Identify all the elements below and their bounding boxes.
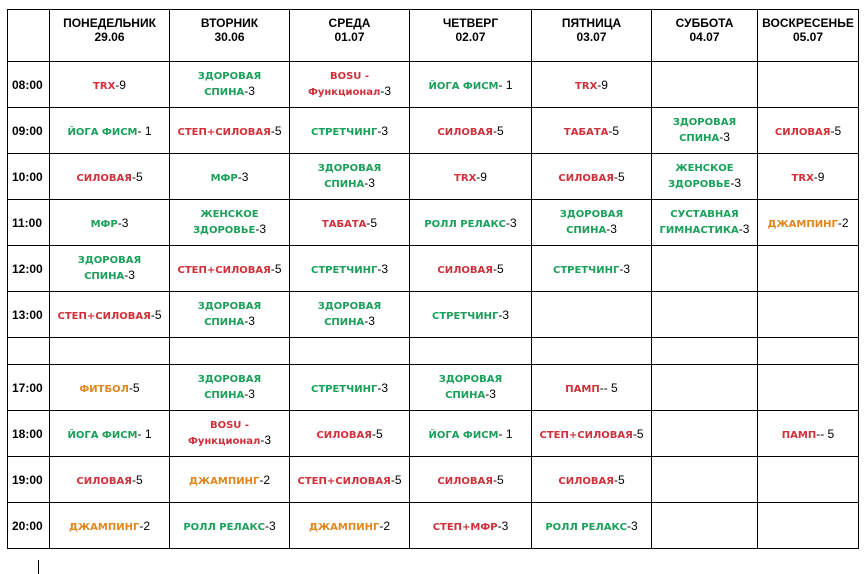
empty-cell xyxy=(652,411,758,457)
class-name: ЖЕНСКОЕ xyxy=(200,209,259,220)
class-entry xyxy=(575,78,608,94)
class-cell xyxy=(532,365,652,411)
class-entry xyxy=(67,124,151,140)
class-count: -3 xyxy=(377,380,388,395)
class-name: ЗДОРОВАЯ СПИНА xyxy=(317,163,382,190)
class-count: -3 xyxy=(498,307,509,322)
corner-cell xyxy=(8,10,50,62)
day-date: 29.06 xyxy=(94,30,125,44)
class-count: -3 xyxy=(380,84,392,98)
class-count: -3 xyxy=(606,222,617,236)
class-entry xyxy=(172,299,287,330)
class-count: -9 xyxy=(813,169,825,184)
class-entry xyxy=(67,427,151,443)
class-entry xyxy=(189,473,270,489)
class-count: -5 xyxy=(390,472,402,487)
class-count: -3 xyxy=(730,176,742,190)
class-name: ЗДОРОВЬЕ xyxy=(192,225,256,236)
empty-cell xyxy=(758,62,859,108)
class-name: ЗДОРОВЬЕ xyxy=(667,179,731,190)
class-name: СТРЕТЧИНГ xyxy=(310,264,378,276)
class-entry xyxy=(298,473,402,489)
class-name: ГИМНАСТИКА xyxy=(659,225,739,236)
class-entry xyxy=(437,124,503,140)
class-name: СИЛОВАЯ xyxy=(558,172,614,184)
class-name: TRX xyxy=(791,172,814,184)
class-name: СТРЕТЧИНГ xyxy=(431,310,499,322)
class-name: СУСТАВНАЯ xyxy=(670,209,739,220)
class-cell xyxy=(410,411,532,457)
class-cell xyxy=(758,200,859,246)
class-name: СИЛОВАЯ xyxy=(437,264,493,276)
day-date: 01.07 xyxy=(334,30,365,44)
class-count: -5 xyxy=(608,123,620,138)
class-name: ДЖАМПИНГ xyxy=(189,475,260,487)
time-row xyxy=(8,411,859,457)
class-count: -3 xyxy=(377,261,388,276)
class-entry xyxy=(454,170,487,186)
class-cell xyxy=(50,62,170,108)
class-cell xyxy=(170,246,290,292)
class-entry xyxy=(437,262,503,278)
day-header xyxy=(410,10,532,62)
day-date: 03.07 xyxy=(576,30,607,44)
time-cell xyxy=(8,338,50,365)
class-entry xyxy=(316,427,382,443)
class-entry xyxy=(792,170,825,186)
class-cell xyxy=(652,108,758,154)
class-name: РОЛЛ РЕЛАКС xyxy=(183,521,265,533)
class-name: ТАБАТА xyxy=(563,126,609,138)
time-row xyxy=(8,457,859,503)
class-count: - 1 xyxy=(137,426,152,441)
class-name: СТЕП+СИЛОВАЯ xyxy=(297,475,391,487)
class-cell xyxy=(410,503,532,549)
class-count: -- 5 xyxy=(816,426,835,441)
class-entry xyxy=(564,124,619,140)
day-name: ВОСКРЕСЕНЬЕ xyxy=(762,16,854,30)
class-entry xyxy=(673,115,736,146)
class-count: -3 xyxy=(244,387,255,401)
time-cell: 09:00 xyxy=(8,108,50,154)
class-cell xyxy=(532,154,652,200)
class-entry xyxy=(91,216,129,232)
class-count: -3 xyxy=(485,387,496,401)
class-count: -3 xyxy=(244,84,255,98)
class-count: -9 xyxy=(115,77,126,92)
class-name: ЖЕНСКОЕ xyxy=(675,163,734,174)
class-name: МФР xyxy=(90,218,118,230)
empty-cell xyxy=(652,338,758,365)
time-cell: 11:00 xyxy=(8,200,50,246)
class-entry xyxy=(782,427,834,443)
class-count: -5 xyxy=(131,169,143,184)
class-entry xyxy=(437,473,503,489)
class-entry xyxy=(540,427,644,443)
class-cell xyxy=(170,292,290,338)
empty-cell xyxy=(652,292,758,338)
class-name: СПИНА xyxy=(679,133,720,144)
class-name: ТАБАТА xyxy=(321,218,367,230)
class-cell xyxy=(532,246,652,292)
day-name: СУББОТА xyxy=(675,16,734,30)
class-name: ДЖАМПИНГ xyxy=(69,521,140,533)
class-cell xyxy=(532,503,652,549)
class-cell xyxy=(290,411,410,457)
day-date: 05.07 xyxy=(792,30,824,44)
class-count: -3 xyxy=(260,433,272,447)
time-row xyxy=(8,200,859,246)
class-entry xyxy=(52,253,167,284)
empty-cell xyxy=(652,62,758,108)
page-corner-mark xyxy=(38,560,39,574)
empty-cell xyxy=(532,292,652,338)
class-entry xyxy=(412,372,529,403)
class-cell xyxy=(758,108,859,154)
day-date: 30.06 xyxy=(214,30,245,44)
class-cell xyxy=(290,246,410,292)
empty-cell xyxy=(652,246,758,292)
class-entry xyxy=(424,216,516,232)
class-cell xyxy=(410,108,532,154)
class-count: -5 xyxy=(492,123,504,138)
class-count: -5 xyxy=(613,169,625,184)
class-name: СТЕП+МФР xyxy=(432,521,498,533)
class-entry xyxy=(311,381,388,397)
class-count: -5 xyxy=(492,261,504,276)
class-entry xyxy=(93,78,126,94)
class-name: СИЛОВАЯ xyxy=(76,172,132,184)
class-count: -2 xyxy=(139,518,150,533)
class-count: -3 xyxy=(117,215,129,230)
class-cell xyxy=(170,457,290,503)
class-count: -5 xyxy=(632,426,644,441)
class-entry xyxy=(311,262,388,278)
class-count: -5 xyxy=(492,472,504,487)
class-name: ПАМП xyxy=(781,429,817,441)
class-name: СТЕП+СИЛОВАЯ xyxy=(57,310,151,322)
class-entry xyxy=(775,124,841,140)
empty-cell xyxy=(758,338,859,365)
class-entry xyxy=(79,381,139,397)
class-entry xyxy=(178,262,282,278)
class-entry xyxy=(76,170,142,186)
class-name: СТРЕТЧИНГ xyxy=(310,383,378,395)
class-name: ДЖАМПИНГ xyxy=(767,218,838,230)
day-date: 04.07 xyxy=(689,30,720,44)
class-cell xyxy=(758,411,859,457)
class-name: ПАМП xyxy=(565,383,600,395)
class-name: СТРЕТЧИНГ xyxy=(552,264,620,276)
class-cell xyxy=(170,365,290,411)
class-entry xyxy=(292,299,407,330)
class-cell xyxy=(532,411,652,457)
time-cell: 08:00 xyxy=(8,62,50,108)
class-name: Функционал xyxy=(307,87,381,98)
time-cell: 20:00 xyxy=(8,503,50,549)
class-entry xyxy=(534,207,649,238)
class-count: - 1 xyxy=(498,426,513,441)
empty-cell xyxy=(50,338,170,365)
class-count: -3 xyxy=(619,261,630,276)
class-cell xyxy=(170,411,290,457)
time-cell: 12:00 xyxy=(8,246,50,292)
time-row xyxy=(8,503,859,549)
class-cell xyxy=(50,154,170,200)
day-header xyxy=(532,10,652,62)
class-name: ЗДОРОВАЯ СПИНА xyxy=(197,301,262,328)
class-cell xyxy=(758,154,859,200)
class-cell xyxy=(532,108,652,154)
class-cell xyxy=(410,457,532,503)
class-count: -3 xyxy=(505,215,517,230)
class-entry xyxy=(309,519,390,535)
time-row xyxy=(8,154,859,200)
class-name: СИЛОВАЯ xyxy=(76,475,132,487)
class-count: -5 xyxy=(366,215,378,230)
class-cell xyxy=(50,246,170,292)
time-cell: 10:00 xyxy=(8,154,50,200)
class-cell xyxy=(532,200,652,246)
day-name: ВТОРНИК xyxy=(200,16,259,30)
day-header xyxy=(652,10,758,62)
class-name: ЗДОРОВАЯ СПИНА xyxy=(559,209,624,236)
time-cell: 17:00 xyxy=(8,365,50,411)
class-count: -5 xyxy=(270,123,282,138)
class-cell xyxy=(170,108,290,154)
class-entry xyxy=(433,519,509,535)
class-name: СИЛОВАЯ xyxy=(774,126,831,138)
class-entry xyxy=(58,308,162,324)
schedule-table xyxy=(7,9,859,549)
class-count: -3 xyxy=(364,176,375,190)
class-entry xyxy=(69,519,150,535)
class-entry xyxy=(565,381,617,397)
class-cell xyxy=(290,108,410,154)
class-entry xyxy=(768,216,849,232)
class-count: -3 xyxy=(738,222,750,236)
empty-cell xyxy=(170,338,290,365)
class-name: ЗДОРОВАЯ СПИНА xyxy=(77,255,142,282)
class-count: -3 xyxy=(719,130,730,144)
empty-cell xyxy=(652,365,758,411)
day-header xyxy=(170,10,290,62)
class-name: МФР xyxy=(210,172,238,184)
class-cell xyxy=(410,200,532,246)
class-count: -3 xyxy=(255,222,267,236)
class-entry xyxy=(558,473,624,489)
day-name: СРЕДА xyxy=(328,16,371,30)
class-name: TRX xyxy=(93,80,116,92)
time-row xyxy=(8,62,859,108)
class-cell xyxy=(170,62,290,108)
class-count: - 1 xyxy=(137,123,152,138)
class-count: -3 xyxy=(264,518,276,533)
class-cell xyxy=(50,365,170,411)
class-entry xyxy=(308,69,391,100)
class-name: СИЛОВАЯ xyxy=(437,475,493,487)
class-cell xyxy=(50,503,170,549)
class-name: РОЛЛ РЕЛАКС xyxy=(424,218,506,230)
class-count: -3 xyxy=(237,169,249,184)
class-cell xyxy=(50,292,170,338)
class-name: СТЕП+СИЛОВАЯ xyxy=(177,126,271,138)
class-cell xyxy=(410,292,532,338)
class-name: ЙОГА ФИСМ xyxy=(428,429,499,441)
class-count: -5 xyxy=(150,307,162,322)
class-cell xyxy=(410,246,532,292)
class-cell xyxy=(170,154,290,200)
class-name: СИЛОВАЯ xyxy=(316,429,372,441)
class-name: ЙОГА ФИСМ xyxy=(67,429,138,441)
class-entry xyxy=(292,161,407,192)
class-count: -3 xyxy=(244,314,255,328)
empty-cell xyxy=(290,338,410,365)
class-cell xyxy=(170,200,290,246)
class-name: СТРЕТЧИНГ xyxy=(310,126,378,138)
class-count: -5 xyxy=(270,261,282,276)
class-name: РОЛЛ РЕЛАКС xyxy=(545,521,627,533)
day-header xyxy=(290,10,410,62)
class-count: -2 xyxy=(837,215,849,230)
class-name: ЗДОРОВАЯ СПИНА xyxy=(197,374,262,401)
class-count: -5 xyxy=(131,472,143,487)
class-cell xyxy=(290,503,410,549)
class-name: TRX xyxy=(575,80,598,92)
class-entry xyxy=(178,124,282,140)
day-name: ЧЕТВЕРГ xyxy=(442,16,499,30)
class-count: -5 xyxy=(371,426,383,441)
day-header xyxy=(758,10,859,62)
header-row xyxy=(8,10,859,62)
class-count: - 1 xyxy=(498,77,513,92)
class-name: СТЕП+СИЛОВАЯ xyxy=(177,264,271,276)
class-name: ЗДОРОВАЯ СПИНА xyxy=(317,301,382,328)
class-count: -- 5 xyxy=(599,380,618,395)
time-cell: 13:00 xyxy=(8,292,50,338)
class-name: ЙОГА ФИСМ xyxy=(428,80,499,92)
class-cell xyxy=(170,503,290,549)
class-cell xyxy=(652,154,758,200)
class-cell xyxy=(290,457,410,503)
class-entry xyxy=(428,78,512,94)
class-cell xyxy=(532,62,652,108)
class-entry xyxy=(428,427,512,443)
class-name: Функционал xyxy=(187,436,261,447)
empty-cell xyxy=(758,503,859,549)
class-cell xyxy=(532,457,652,503)
class-count: -3 xyxy=(377,123,388,138)
class-name: ЙОГА ФИСМ xyxy=(67,126,138,138)
class-count: -3 xyxy=(626,518,638,533)
class-entry xyxy=(311,124,388,140)
class-count: -3 xyxy=(364,314,375,328)
class-name: TRX xyxy=(454,172,477,184)
class-name: BOSU - xyxy=(329,71,370,82)
class-count: -9 xyxy=(597,77,608,92)
class-entry xyxy=(553,262,630,278)
empty-cell xyxy=(758,292,859,338)
class-count: -2 xyxy=(259,472,270,487)
day-name: ПОНЕДЕЛЬНИК xyxy=(63,16,156,30)
class-cell xyxy=(50,108,170,154)
class-cell xyxy=(50,411,170,457)
class-cell xyxy=(50,457,170,503)
class-entry xyxy=(211,170,249,186)
empty-cell xyxy=(652,457,758,503)
class-entry xyxy=(172,69,287,100)
class-count: -3 xyxy=(124,268,135,282)
class-count: -2 xyxy=(379,518,390,533)
class-cell xyxy=(410,62,532,108)
class-entry xyxy=(183,519,275,535)
class-count: -9 xyxy=(476,169,487,184)
time-row xyxy=(8,292,859,338)
day-name: ПЯТНИЦА xyxy=(561,16,622,30)
class-name: BOSU - xyxy=(209,420,250,431)
time-cell: 19:00 xyxy=(8,457,50,503)
class-entry xyxy=(668,161,741,192)
time-row xyxy=(8,246,859,292)
class-name: СИЛОВАЯ xyxy=(558,475,614,487)
empty-cell xyxy=(758,457,859,503)
class-name: СИЛОВАЯ xyxy=(437,126,493,138)
class-name: СТЕП+СИЛОВАЯ xyxy=(539,429,633,441)
class-entry xyxy=(660,207,750,238)
class-cell xyxy=(290,200,410,246)
class-entry xyxy=(172,372,287,403)
time-row xyxy=(8,365,859,411)
class-entry xyxy=(188,418,271,449)
class-cell xyxy=(290,365,410,411)
class-cell xyxy=(50,200,170,246)
day-date: 02.07 xyxy=(455,30,486,44)
class-name: ЗДОРОВАЯ xyxy=(672,117,737,128)
class-name: ЗДОРОВАЯ СПИНА xyxy=(438,374,503,401)
class-name: ФИТБОЛ xyxy=(79,383,129,395)
class-cell xyxy=(290,154,410,200)
empty-cell xyxy=(532,338,652,365)
break-row xyxy=(8,338,859,365)
class-count: -5 xyxy=(830,123,842,138)
class-cell xyxy=(410,154,532,200)
class-count: -3 xyxy=(497,518,509,533)
class-entry xyxy=(193,207,266,238)
class-entry xyxy=(76,473,142,489)
empty-cell xyxy=(652,503,758,549)
class-entry xyxy=(558,170,624,186)
class-entry xyxy=(322,216,377,232)
class-cell xyxy=(410,365,532,411)
class-cell xyxy=(290,62,410,108)
class-cell xyxy=(290,292,410,338)
day-header xyxy=(50,10,170,62)
empty-cell xyxy=(758,365,859,411)
class-count: -5 xyxy=(613,472,625,487)
class-count: -5 xyxy=(128,380,140,395)
class-entry xyxy=(432,308,509,324)
class-entry xyxy=(545,519,637,535)
empty-cell xyxy=(410,338,532,365)
time-row xyxy=(8,108,859,154)
time-cell: 18:00 xyxy=(8,411,50,457)
class-cell xyxy=(652,200,758,246)
empty-cell xyxy=(758,246,859,292)
class-name: ЗДОРОВАЯ СПИНА xyxy=(197,71,262,98)
class-name: ДЖАМПИНГ xyxy=(309,521,380,533)
